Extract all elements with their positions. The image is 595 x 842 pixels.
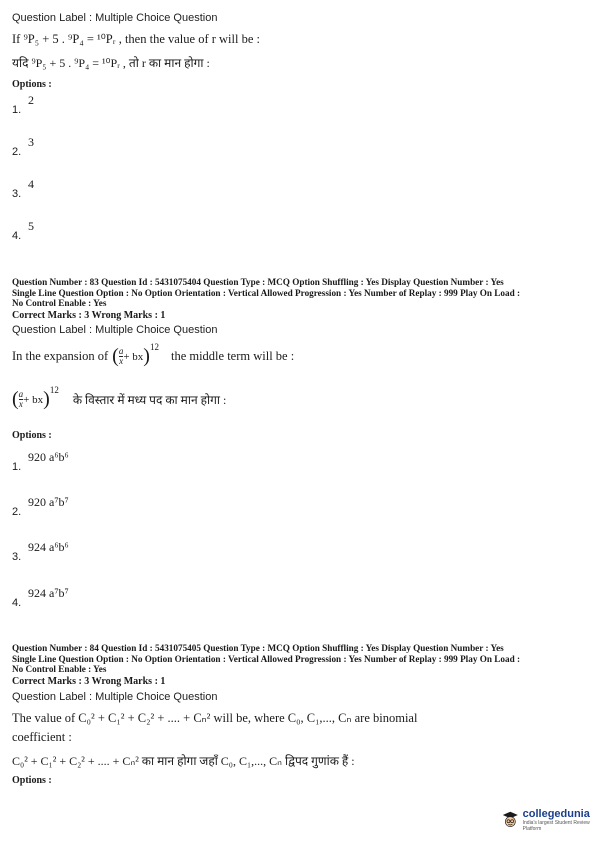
option-value[interactable]: 920 a⁷b⁷	[28, 495, 69, 509]
options-label: Options :	[12, 430, 52, 441]
question-text-part: the middle term will be :	[170, 349, 295, 363]
marks-info: Correct Marks : 3 Wrong Marks : 1	[12, 310, 166, 321]
question-text-en: If ⁹P₅ + 5 . ⁹P₄ = ¹⁰Pᵣ , then the value of r will be :	[12, 32, 260, 46]
exponent: 12	[49, 384, 59, 395]
options-label: Options :	[12, 775, 52, 786]
question-text-hi	[12, 384, 227, 411]
numerator: a	[18, 389, 24, 399]
question-meta	[12, 643, 587, 675]
question-label: Question Label : Multiple Choice Question	[12, 324, 218, 336]
option-value[interactable]: 4	[28, 177, 34, 191]
option-value[interactable]: 924 a⁶b⁶	[28, 540, 69, 554]
option-number: 3.	[12, 188, 22, 200]
logo-subtext: India's largest Student Review Platform	[522, 820, 590, 832]
question-meta-line: No Control Enable : Yes	[12, 298, 107, 308]
question-text-part: के विस्तार में मध्य पद का मान होगा :	[72, 393, 227, 407]
collegedunia-logo	[502, 808, 595, 832]
question-meta-line: Single Line Question Option : No Option Orientation : Vertical Allowed Progression : Yes Number of Replay : 999 Play On Load :	[12, 287, 521, 298]
question-meta-line: Question Number : 84 Question Id : 5431075405 Question Type : MCQ Option Shuffling : Yes Display Question Number : Yes	[12, 643, 504, 653]
option-value[interactable]: 5	[28, 219, 34, 233]
question-meta-line: Single Line Question Option : No Option Orientation : Vertical Allowed Progression : Yes Number of Replay : 999 Play On Load :	[12, 653, 521, 664]
numerator: a	[118, 346, 124, 356]
question-label: Question Label : Multiple Choice Question	[12, 691, 218, 703]
option-number: 4.	[12, 597, 22, 609]
option-number: 2.	[12, 146, 22, 158]
question-text-hi: यदि ⁹P₅ + 5 . ⁹P₄ = ¹⁰Pᵣ , तो r का मान होगा :	[12, 56, 210, 70]
option-number: 1.	[12, 104, 22, 116]
option-number: 2.	[12, 506, 22, 518]
question-label: Question Label : Multiple Choice Question	[12, 12, 218, 24]
denominator: x	[119, 356, 124, 366]
marks-info: Correct Marks : 3 Wrong Marks : 1	[12, 676, 166, 687]
question-text-en	[12, 341, 295, 368]
question-text-en-cont: coefficient :	[12, 730, 72, 744]
expression-term: + bx	[23, 393, 44, 406]
options-label: Options :	[12, 79, 52, 90]
expression-term: + bx	[123, 350, 144, 363]
option-number: 1.	[12, 461, 22, 473]
question-text-en: The value of C₀² + C₁² + C₂² + .... + Cₙ² will be, where C₀, C₁,..., Cₙ are binomial	[12, 711, 418, 725]
graduate-mascot-icon	[502, 809, 519, 831]
option-value[interactable]: 920 a⁶b⁶	[28, 450, 69, 464]
option-value[interactable]: 3	[28, 135, 34, 149]
denominator: x	[18, 399, 23, 409]
question-meta	[12, 277, 587, 309]
expression: ( $\frac{a}{x}$ + bx ) $^{12}$	[112, 341, 159, 367]
question-meta-line: No Control Enable : Yes	[12, 664, 107, 674]
exponent: 12	[149, 341, 159, 352]
option-number: 3.	[12, 551, 22, 563]
expression: ( $\frac{a}{x}$ + bx ) $^{12}$	[12, 384, 59, 410]
option-value[interactable]: 924 a⁷b⁷	[28, 586, 69, 600]
question-meta-line: Question Number : 83 Question Id : 5431075404 Question Type : MCQ Option Shuffling : Yes Display Question Number : Yes	[12, 277, 504, 287]
question-text-hi: C₀² + C₁² + C₂² + .... + Cₙ² का मान होगा जहाँ C₀, C₁,..., Cₙ द्विपद गुणांक हैं :	[12, 754, 355, 768]
logo-text: collegedunia	[522, 808, 590, 820]
question-text-part: In the expansion of	[12, 349, 109, 363]
option-number: 4.	[12, 230, 22, 242]
option-value[interactable]: 2	[28, 93, 34, 107]
